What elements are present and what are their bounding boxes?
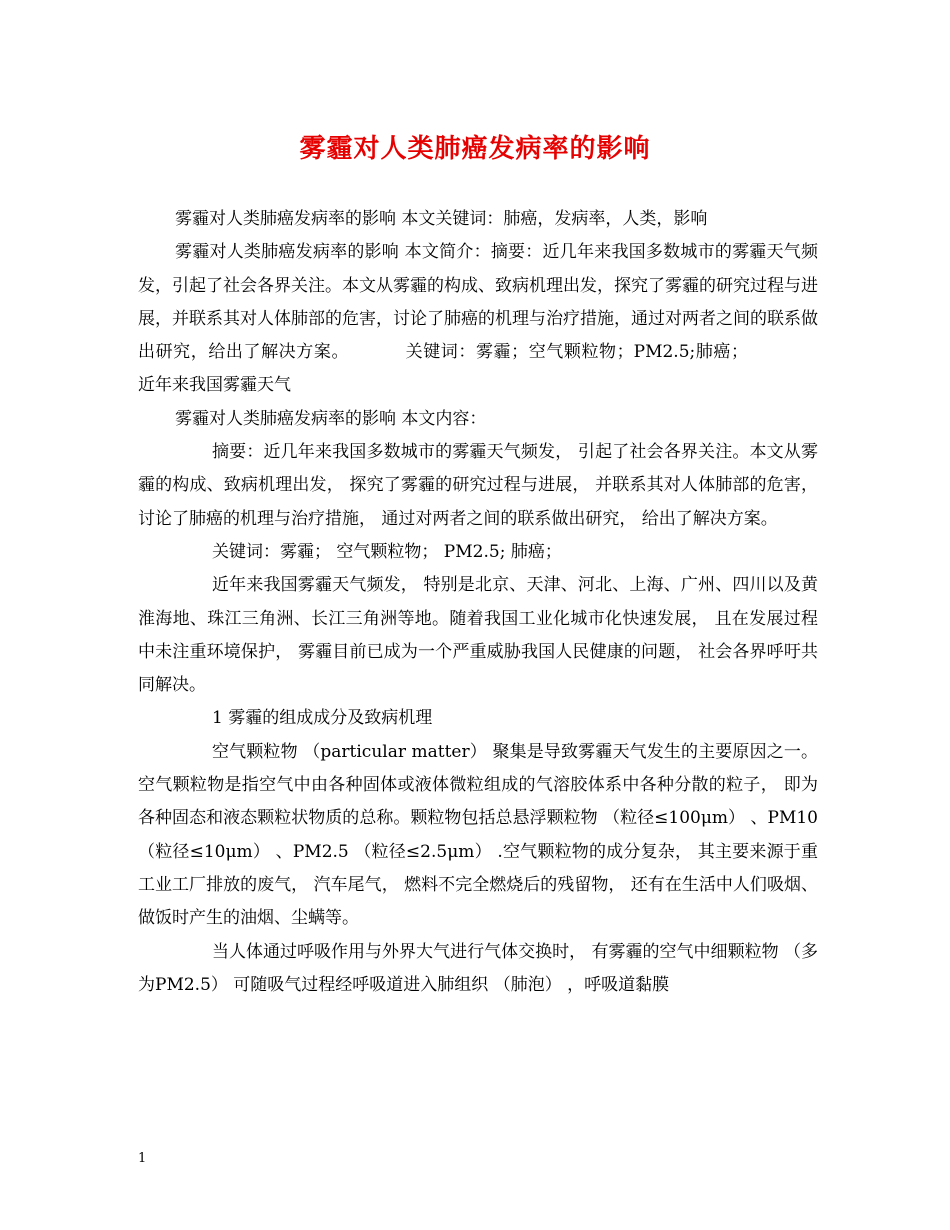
document-title: 雾霾对人类肺癌发病率的影响 [299,134,651,164]
page-number: 1 [138,1151,147,1166]
section-heading: 1 雾霾的组成成分及致病机理 [212,708,433,729]
content-heading: 雾霾对人类肺癌发病率的影响 本文内容： [175,408,487,429]
summary-paragraph [138,236,818,402]
keywords-paragraph: 雾霾对人类肺癌发病率的影响 本文关键词：肺癌，发病率，人类，影响 [175,209,708,229]
particulate-paragraph: 空气颗粒物 （particular matter） 聚集是导致雾霾天气发生的主要原因之一。空气颗粒物是指空气中由各种固体或液体微粒组成的气溶胶体系中各种分散的粒子， 即为各种固态和液态颗粒状物质的总称。颗粒物包括总悬浮颗粒物 （粒径≤100μm） 、PM10 （粒径≤10μm） 、PM2.5 （粒径≤2.5μm） .空气颗粒物的成分复杂， 其主要来源于重工业工厂排放的废气， 汽车尾气， 燃料不完全燃烧后的残留物， 还有在生活中人们吸烟、做饭时产生的油烟、尘螨等。 [138,741,818,929]
summary-keywords: 关键词：雾霾；空气颗粒物；PM2.5;肺癌； [405,342,749,363]
summary-trailing-text: 近年来我国雾霾天气 [138,375,291,396]
keywords-line: 关键词：雾霾； 空气颗粒物； PM2.5; 肺癌； [212,541,562,562]
intro-paragraph: 近年来我国雾霾天气频发， 特别是北京、天津、河北、上海、广州、四川以及黄淮海地、珠江三角洲、长江三角洲等地。随着我国工业化城市化快速发展， 且在发展过程中未注重环境保护， 雾霾目前已成为一个严重威胁我国人民健康的问题， 社会各界呼吁共同解决。 [138,575,818,696]
respiration-paragraph: 当人体通过呼吸作用与外界大气进行气体交换时， 有雾霾的空气中细颗粒物 （多为PM2.5） 可随吸气过程经呼吸道进入肺组织 （肺泡） ，呼吸道黏膜 [138,941,818,995]
summary-text: 雾霾对人类肺癌发病率的影响 本文简介：摘要：近几年来我国多数城市的雾霾天气频发，引起了社会各界关注。本文从雾霾的构成、致病机理出发，探究了雾霾的研究过程与进展，并联系其对人体肺部的危害，讨论了肺癌的机理与治疗措施，通过对两者之间的联系做出研究，给出了解决方案。 [138,242,818,363]
document-body [138,203,818,1002]
abstract-paragraph: 摘要：近几年来我国多数城市的雾霾天气频发， 引起了社会各界关注。本文从雾霾的构成、致病机理出发， 探究了雾霾的研究过程与进展， 并联系其对人体肺部的危害， 讨论了肺癌的机理与治疗措施， 通过对两者之间的联系做出研究， 给出了解决方案。 [138,442,818,529]
